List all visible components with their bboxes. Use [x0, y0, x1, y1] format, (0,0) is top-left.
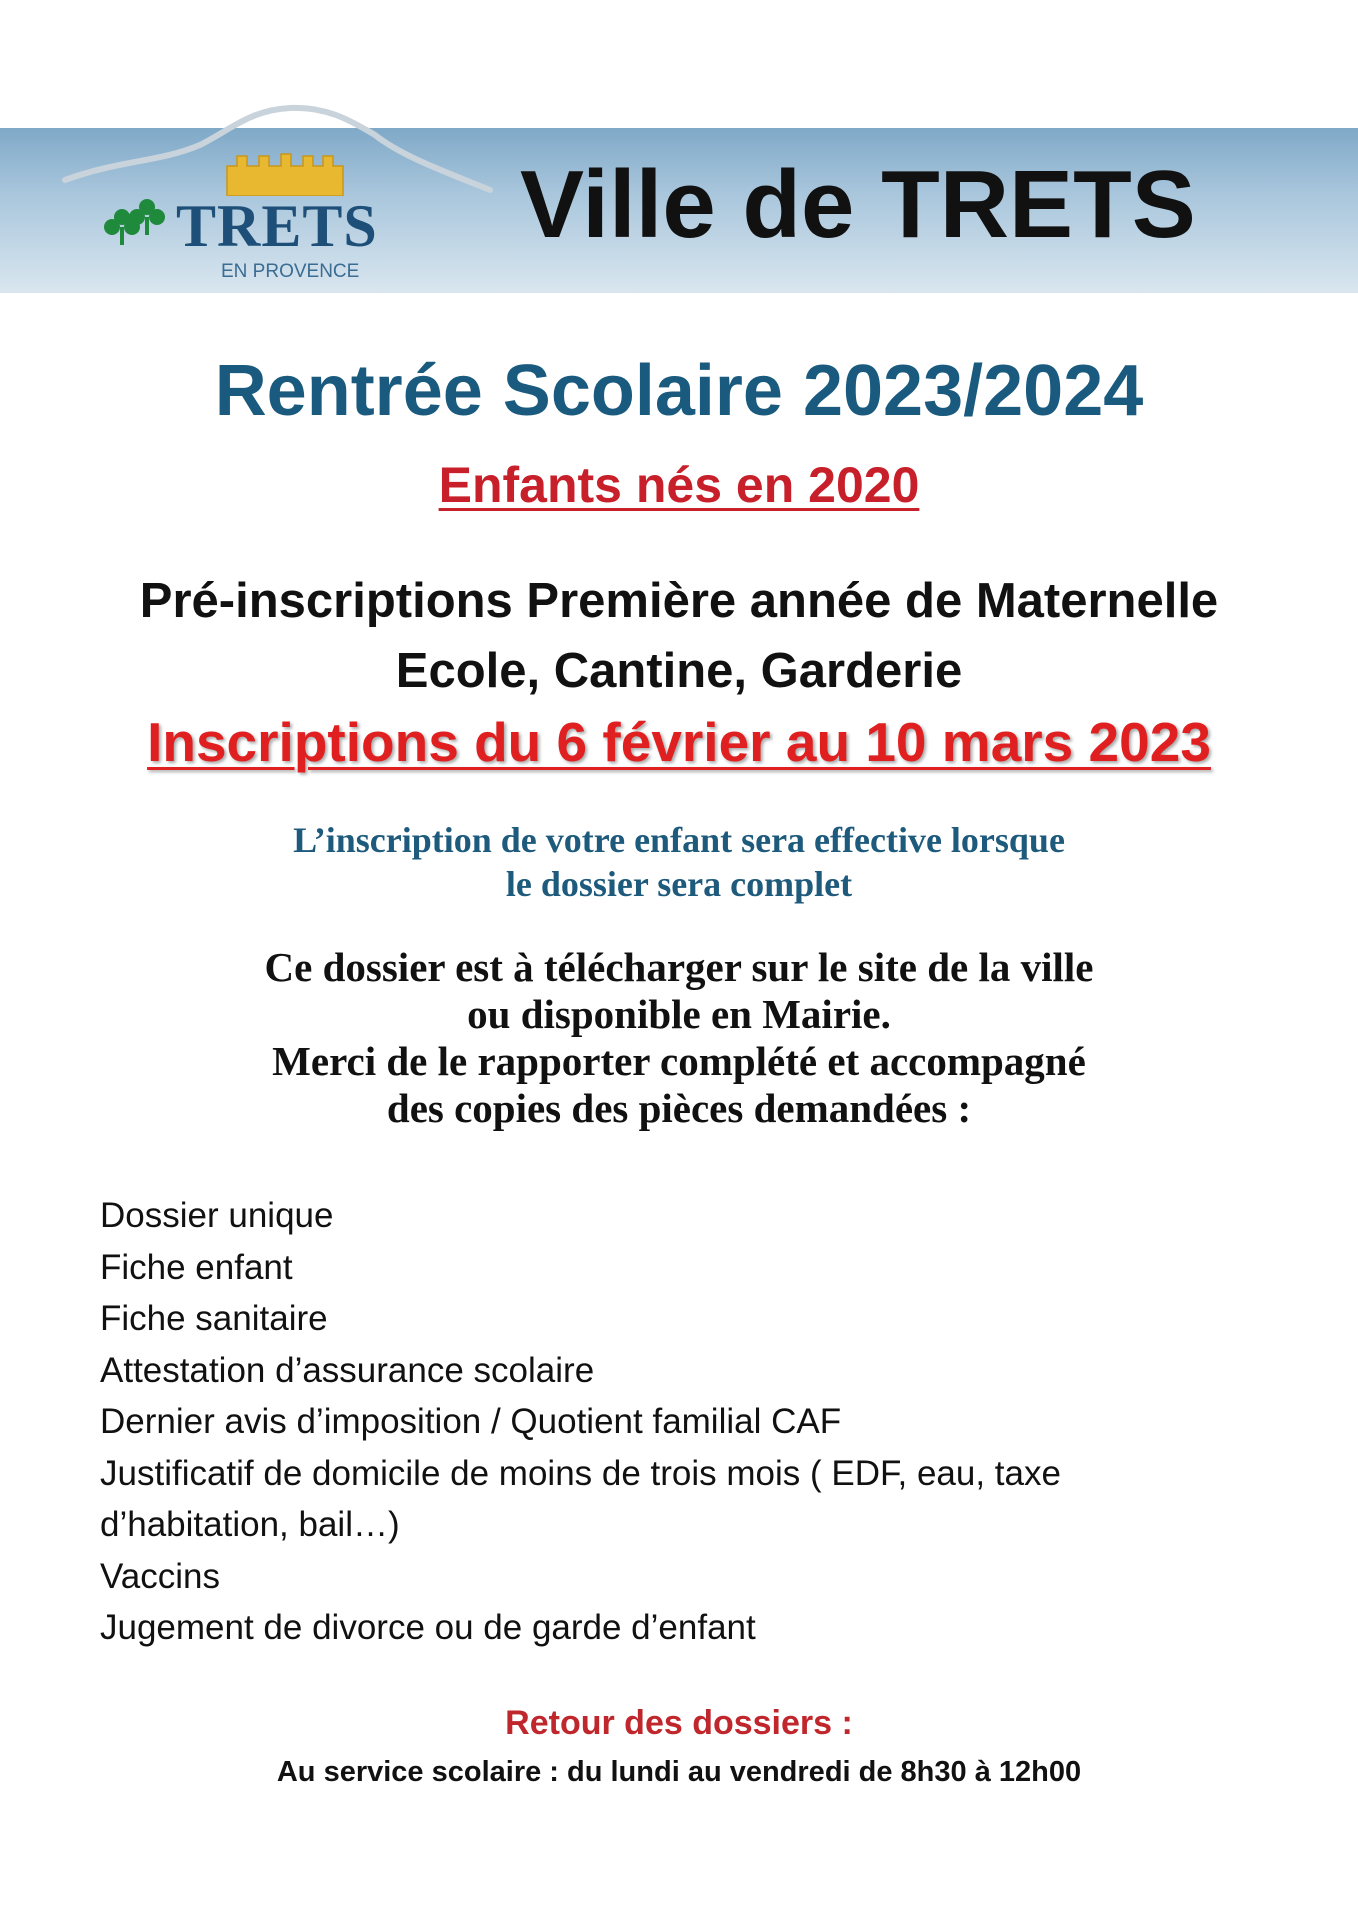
- note-line: le dossier sera complet: [505, 864, 853, 904]
- crown-icon: [225, 152, 345, 196]
- logo-name: TRETS: [176, 193, 378, 259]
- list-item: d’habitation, bail…): [100, 1505, 400, 1544]
- registration-dates: [0, 710, 1358, 774]
- list-item: Dernier avis d’imposition / Quotient familial CAF: [100, 1402, 842, 1441]
- dossier-line: ou disponible en Mairie.: [467, 991, 891, 1037]
- note-line: L’inscription de votre enfant sera effective lorsque: [293, 820, 1065, 860]
- list-item: Fiche enfant: [100, 1247, 293, 1287]
- list-item: Jugement de divorce ou de garde d’enfant: [100, 1608, 756, 1647]
- list-item: Fiche sanitaire: [100, 1299, 328, 1338]
- list-item: Justificatif de domicile de moins de trois mois ( EDF, eau, taxe: [100, 1453, 1061, 1493]
- children-born-text: Enfants nés en 2020: [438, 457, 920, 513]
- list-item: Attestation d’assurance scolaire: [100, 1350, 595, 1390]
- logo-subtitle: EN PROVENCE: [221, 261, 360, 282]
- pre-registration-line: Pré-inscriptions Première année de Maternelle: [139, 574, 1219, 628]
- city-title: Ville de TRETS: [520, 151, 1196, 258]
- clover-icon: [125, 195, 169, 239]
- pre-registration-heading: [0, 566, 1358, 706]
- children-born-subtitle: [0, 456, 1358, 514]
- dossier-line: des copies des pièces demandées :: [386, 1085, 972, 1131]
- dossier-line: Merci de le rapporter complété et accompagné: [272, 1038, 1086, 1084]
- dossier-line: Ce dossier est à télécharger sur le site de la ville: [264, 944, 1094, 990]
- list-item: Dossier unique: [100, 1196, 334, 1235]
- registration-dates-text: Inscriptions du 6 février au 10 mars 2023: [147, 711, 1211, 773]
- return-title: Retour des dossiers :: [505, 1704, 853, 1742]
- school-year-title: Rentrée Scolaire 2023/2024: [214, 351, 1144, 431]
- dossier-instructions: [0, 944, 1358, 1132]
- required-documents-list: [100, 1190, 1200, 1654]
- registration-note: [0, 818, 1358, 906]
- list-item: Vaccins: [100, 1556, 220, 1596]
- pre-registration-line: Ecole, Cantine, Garderie: [395, 644, 963, 698]
- return-info: Au service scolaire : du lundi au vendredi de 8h30 à 12h00: [276, 1756, 1082, 1788]
